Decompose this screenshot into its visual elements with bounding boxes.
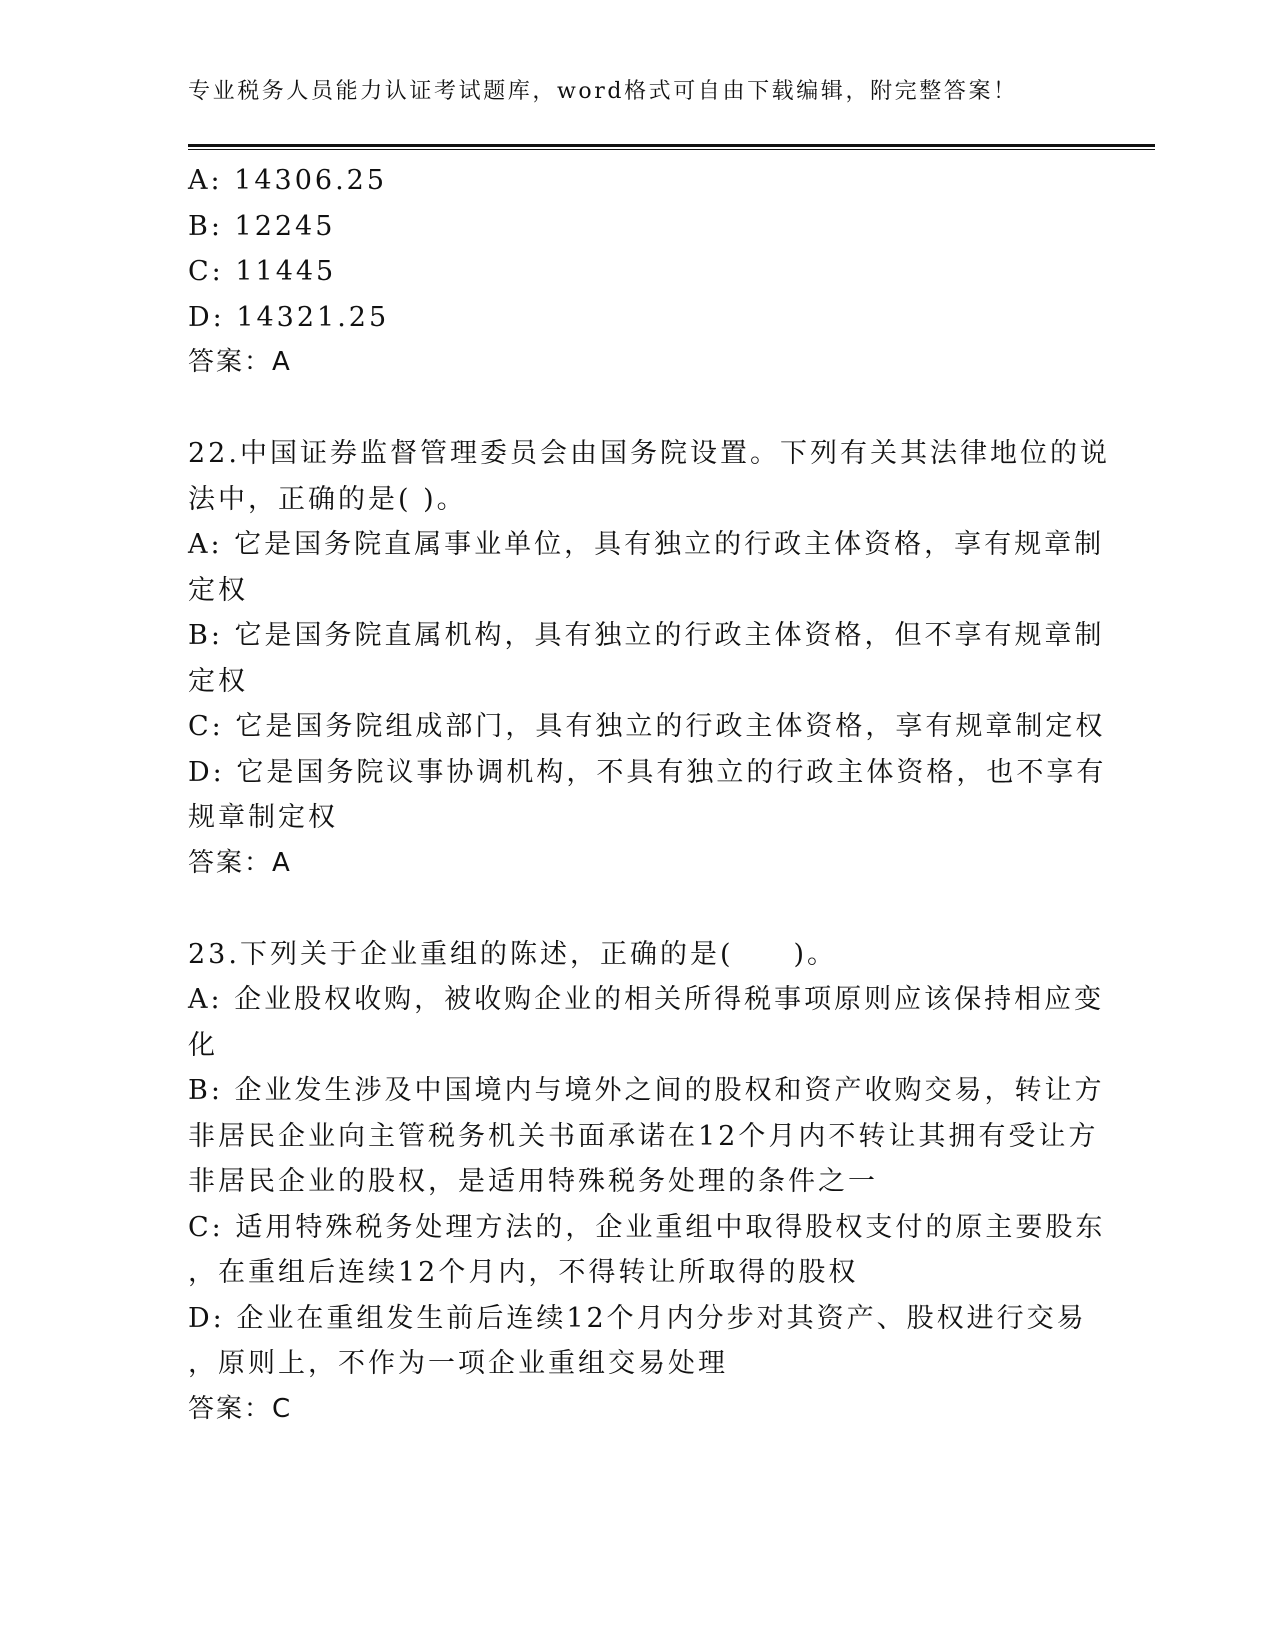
option-b: B: 企业发生涉及中国境内与境外之间的股权和资产收购交易，转让方 bbox=[188, 1075, 1105, 1106]
document-body bbox=[188, 158, 1110, 1432]
option-a-cont: 定权 bbox=[188, 574, 248, 606]
question-text: 法中，正确的是( )。 bbox=[188, 483, 467, 515]
answer-line: 答案：C bbox=[188, 1393, 293, 1424]
header-divider bbox=[188, 144, 1155, 150]
option-b-cont: 非居民企业的股权，是适用特殊税务处理的条件之一 bbox=[188, 1166, 878, 1197]
option-d: D: 它是国务院议事协调机构，不具有独立的行政主体资格，也不享有 bbox=[188, 756, 1107, 788]
answer-line: 答案：A bbox=[188, 347, 292, 377]
question-block-22 bbox=[188, 431, 1110, 886]
option-c: C: 适用特殊税务处理方法的，企业重组中取得股权支付的原主要股东 bbox=[188, 1211, 1106, 1243]
option-a: A: 企业股权收购，被收购企业的相关所得税事项原则应该保持相应变 bbox=[188, 984, 1105, 1015]
option-c: C: 它是国务院组成部门，具有独立的行政主体资格，享有规章制定权 bbox=[188, 711, 1106, 742]
option-b-cont: 非居民企业向主管税务机关书面承诺在12个月内不转让其拥有受让方 bbox=[188, 1120, 1099, 1152]
option-d-cont: ，原则上，不作为一项企业重组交易处理 bbox=[188, 1348, 728, 1379]
option-b: B: 12245 bbox=[188, 210, 336, 242]
page-header-title: 专业税务人员能力认证考试题库，word格式可自由下载编辑，附完整答案！ bbox=[188, 79, 1018, 104]
option-d-cont: 规章制定权 bbox=[188, 802, 338, 833]
option-a: A: 它是国务院直属事业单位，具有独立的行政主体资格，享有规章制 bbox=[188, 529, 1105, 560]
spacer bbox=[188, 386, 1088, 432]
answer-line: 答案：A bbox=[188, 847, 292, 878]
question-block-23 bbox=[188, 932, 1106, 1433]
question-text: 22.中国证券监督管理委员会由国务院设置。下列有关其法律地位的说 bbox=[188, 438, 1110, 469]
option-b: B: 它是国务院直属机构，具有独立的行政主体资格，但不享有规章制 bbox=[188, 620, 1105, 651]
question-block-21 bbox=[188, 158, 1088, 386]
option-c-cont: ，在重组后连续12个月内，不得转让所取得的股权 bbox=[188, 1257, 859, 1288]
option-c: C: 11445 bbox=[188, 256, 337, 287]
option-d: D: 企业在重组发生前后连续12个月内分步对其资产、股权进行交易 bbox=[188, 1302, 1087, 1334]
question-text: 23.下列关于企业重组的陈述，正确的是( )。 bbox=[188, 938, 838, 970]
spacer bbox=[188, 886, 1088, 932]
option-a-cont: 化 bbox=[188, 1029, 218, 1061]
option-d: D: 14321.25 bbox=[188, 301, 390, 333]
option-b-cont: 定权 bbox=[188, 665, 248, 697]
option-a: A: 14306.25 bbox=[188, 165, 388, 196]
